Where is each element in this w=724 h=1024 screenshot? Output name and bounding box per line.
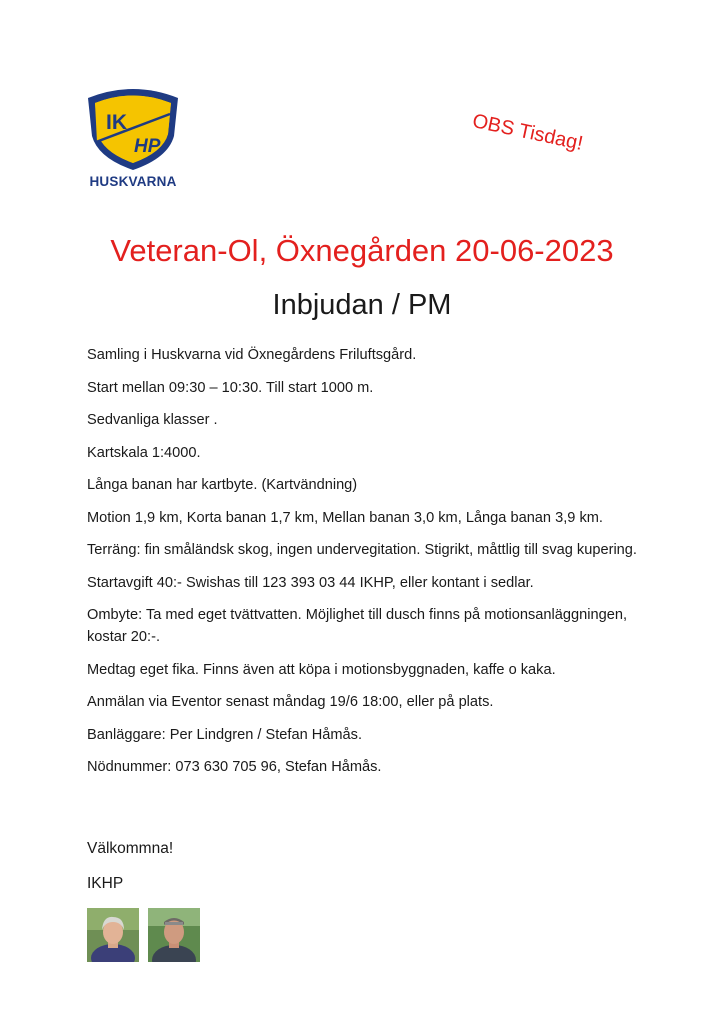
info-line: Långa banan har kartbyte. (Kartvändning) — [87, 477, 358, 493]
signature-text: IKHP — [87, 875, 124, 892]
page-title: Veteran-Ol, Öxnegården 20-06-2023 — [110, 233, 614, 268]
welcome-text: Välkommna! — [87, 840, 174, 857]
logo-ik-text: IK — [106, 111, 127, 134]
page-subtitle: Inbjudan / PM — [272, 289, 452, 321]
info-line: Banläggare: Per Lindgren / Stefan Håmås. — [87, 726, 363, 743]
info-line: Ombyte: Ta med eget tvättvatten. Möjlighet till dusch finns på motionsanläggningen, kostar 20:-. — [87, 607, 628, 645]
avatar-photo-1 — [87, 908, 139, 962]
info-line: Nödnummer: 073 630 705 96, Stefan Håmås. — [87, 759, 382, 775]
notice-text: OBS Tisdag! — [470, 110, 585, 155]
info-line: Kartskala 1:4000. — [87, 444, 201, 461]
info-line: Motion 1,9 km, Korta banan 1,7 km, Mellan banan 3,0 km, Långa banan 3,9 km. — [87, 509, 603, 526]
info-line: Startavgift 40:- Swishas till 123 393 03 44 IKHP, eller kontant i sedlar. — [87, 574, 534, 591]
info-line: Medtag eget fika. Finns även att köpa i motionsbyggnaden, kaffe o kaka. — [87, 661, 556, 678]
info-list — [87, 344, 647, 789]
info-line: Terräng: fin småländsk skog, ingen undervegitation. Stigrikt, måttlig till svag kupering. — [87, 542, 637, 558]
logo-hp-text: HP — [134, 136, 161, 157]
info-line: Anmälan via Eventor senast måndag 19/6 18:00, eller på plats. — [87, 694, 494, 710]
shield-icon — [84, 84, 182, 172]
info-line: Start mellan 09:30 – 10:30. Till start 1000 m. — [87, 379, 374, 396]
info-line: Samling i Huskvarna vid Öxnegårdens Friluftsgård. — [87, 347, 417, 363]
avatar-photo-2 — [148, 908, 200, 962]
club-logo — [84, 84, 182, 192]
info-line: Sedvanliga klasser . — [87, 412, 218, 428]
logo-wordmark: HUSKVARNA — [89, 174, 177, 189]
